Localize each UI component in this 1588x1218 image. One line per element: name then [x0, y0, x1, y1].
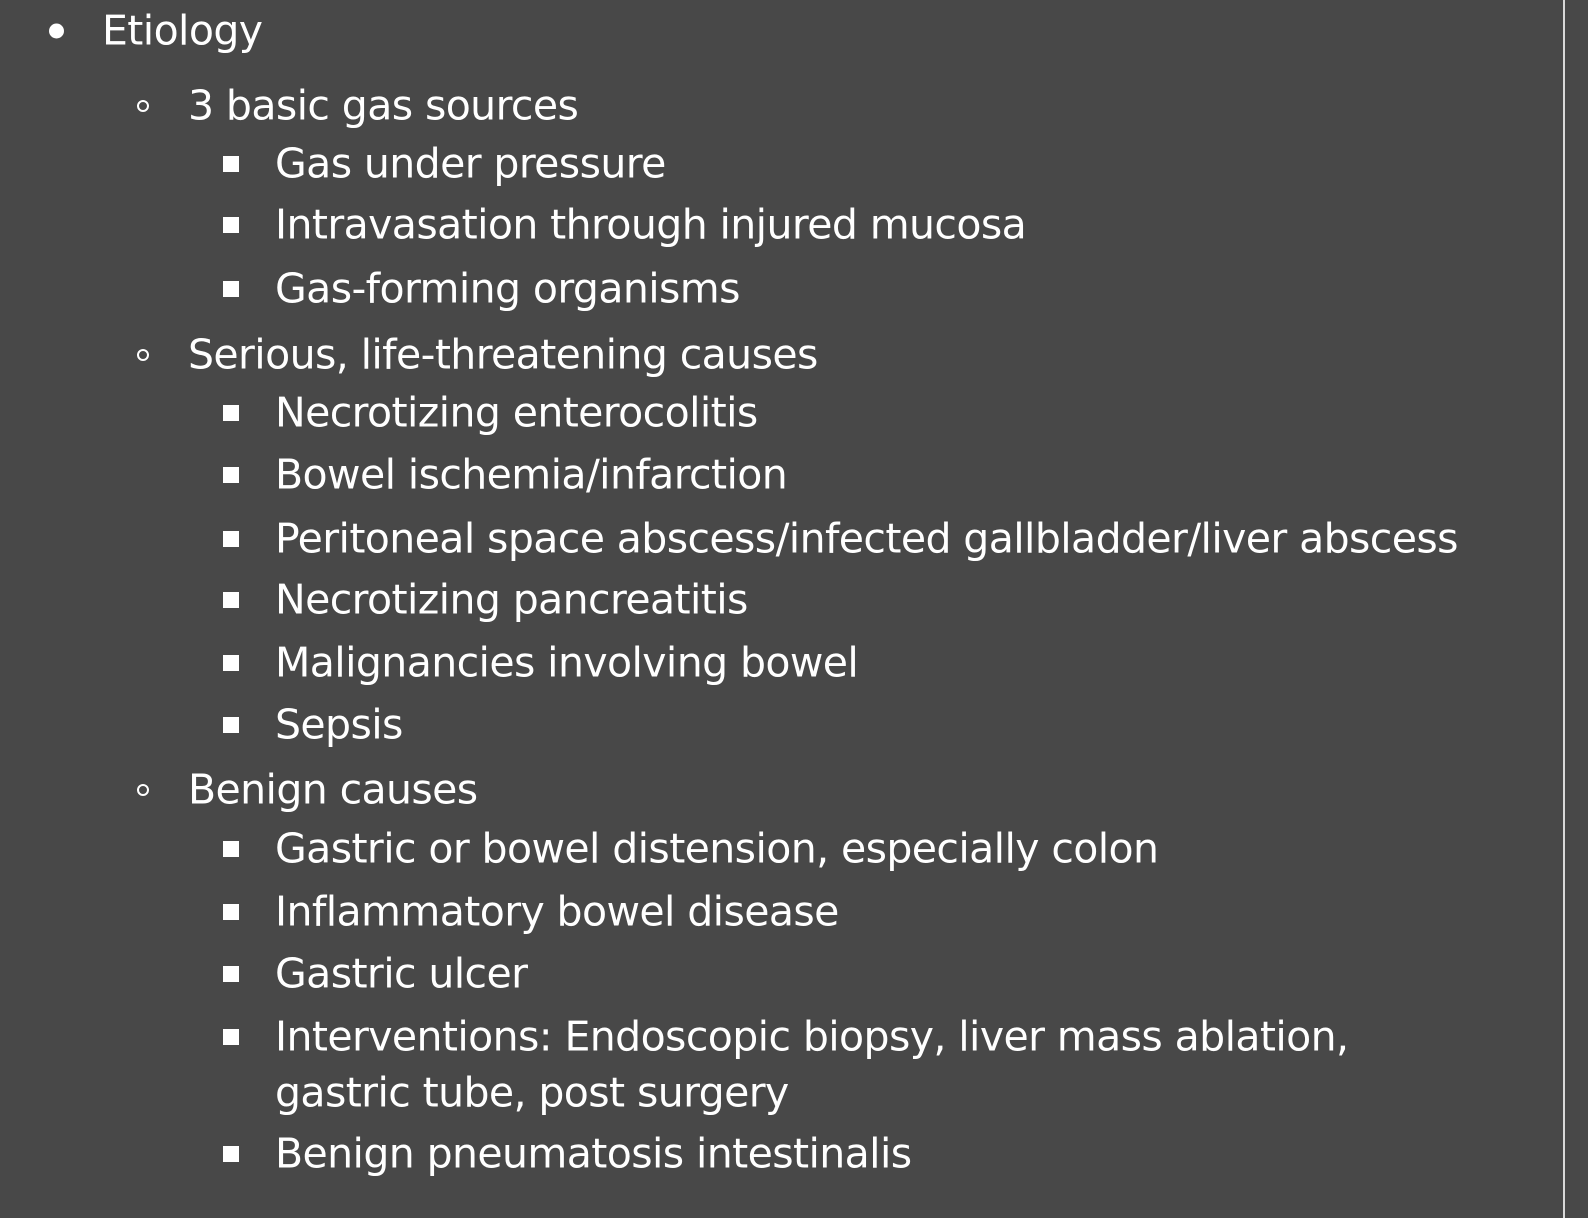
- list-item-text: Gas under pressure: [275, 139, 666, 188]
- slide-right-edge: [1563, 0, 1565, 1218]
- square-bullet-icon: [223, 717, 239, 733]
- section-title: 3 basic gas sources: [188, 81, 579, 130]
- hollow-circle-bullet-icon: [137, 349, 149, 361]
- square-bullet-icon: [223, 655, 239, 671]
- list-item-text-line1: Interventions: Endoscopic biopsy, liver mass ablation,: [275, 1012, 1349, 1061]
- square-bullet-icon: [223, 1029, 239, 1045]
- filled-circle-bullet-icon: [49, 24, 64, 39]
- square-bullet-icon: [223, 841, 239, 857]
- list-item-text: Benign pneumatosis intestinalis: [275, 1129, 912, 1178]
- square-bullet-icon: [223, 281, 239, 297]
- list-item-text: Gas-forming organisms: [275, 264, 740, 313]
- square-bullet-icon: [223, 531, 239, 547]
- list-item-text: Gastric ulcer: [275, 949, 528, 998]
- square-bullet-icon: [223, 904, 239, 920]
- section-title: Serious, life-threatening causes: [188, 330, 818, 379]
- square-bullet-icon: [223, 217, 239, 233]
- list-item-text: Intravasation through injured mucosa: [275, 200, 1027, 249]
- list-item-text: Gastric or bowel distension, especially colon: [275, 824, 1159, 873]
- list-item-text: Bowel ischemia/infarction: [275, 450, 788, 499]
- square-bullet-icon: [223, 156, 239, 172]
- list-item-text: Necrotizing pancreatitis: [275, 575, 748, 624]
- heading-text: Etiology: [102, 6, 263, 55]
- square-bullet-icon: [223, 467, 239, 483]
- square-bullet-icon: [223, 405, 239, 421]
- list-item-text: Sepsis: [275, 700, 403, 749]
- list-item-text: Malignancies involving bowel: [275, 638, 859, 687]
- square-bullet-icon: [223, 1146, 239, 1162]
- section-title: Benign causes: [188, 765, 478, 814]
- list-item-text: Peritoneal space abscess/infected gallbladder/liver abscess: [275, 514, 1458, 563]
- list-item-text: Necrotizing enterocolitis: [275, 388, 758, 437]
- list-item-text: Inflammatory bowel disease: [275, 887, 839, 936]
- square-bullet-icon: [223, 966, 239, 982]
- hollow-circle-bullet-icon: [137, 100, 149, 112]
- hollow-circle-bullet-icon: [137, 784, 149, 796]
- list-item-text-line2: gastric tube, post surgery: [275, 1068, 789, 1117]
- square-bullet-icon: [223, 592, 239, 608]
